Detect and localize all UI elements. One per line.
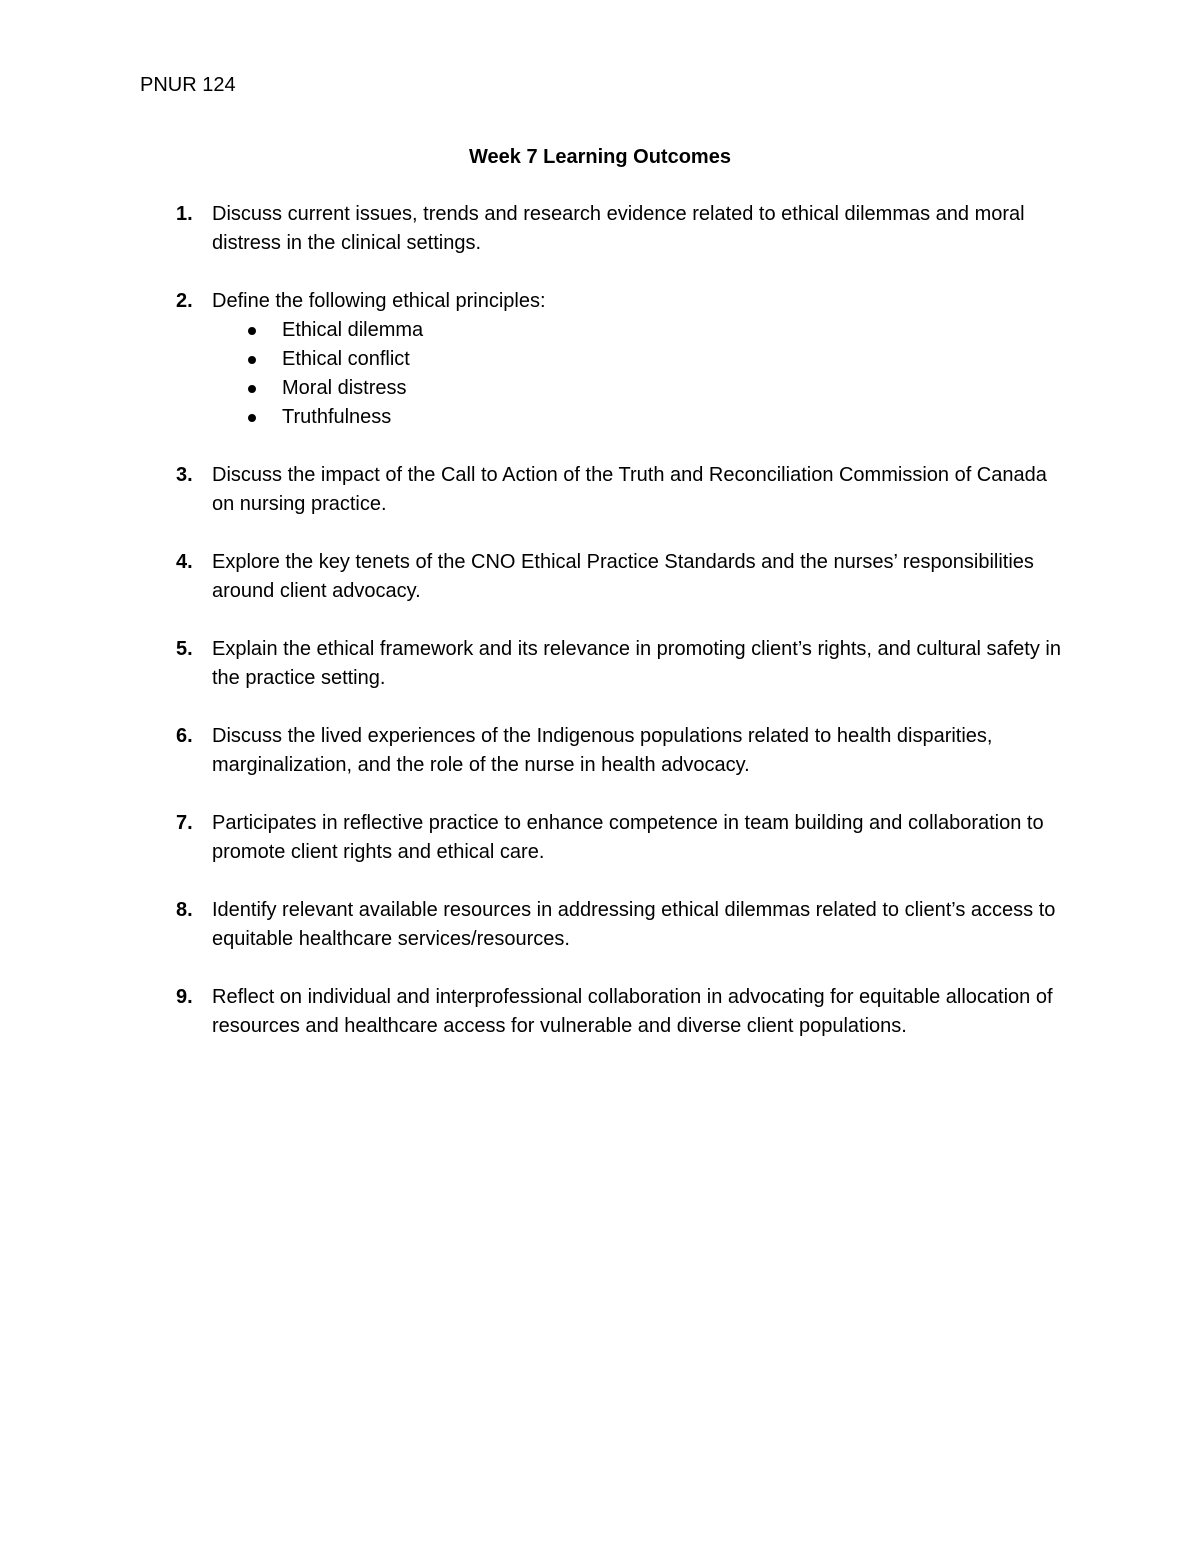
outcome-text: Explore the key tenets of the CNO Ethical Practice Standards and the nurses’ responsibilities around client advocacy. — [212, 551, 1034, 602]
outcome-item-9 — [0, 983, 1200, 1041]
outcome-text: Reflect on individual and interprofessional collaboration in advocating for equitable allocation of resources and healthcare access for vulnerable and diverse client populations. — [212, 986, 1053, 1037]
outcome-item-3 — [0, 461, 1200, 519]
outcome-number: 2. — [176, 290, 193, 312]
list-item — [0, 345, 1200, 374]
page-title: Week 7 Learning Outcomes — [469, 146, 731, 168]
outcome-number: 1. — [176, 203, 193, 225]
outcome-number: 8. — [176, 899, 193, 921]
outcome-text: Discuss the lived experiences of the Indigenous populations related to health disparities, marginalization, and the role of the nurse in health advocacy. — [212, 725, 993, 776]
outcome-item-1 — [0, 200, 1200, 258]
outcome-number: 4. — [176, 551, 193, 573]
bullet-icon — [248, 414, 256, 422]
bullet-icon — [248, 356, 256, 364]
bullet-text: Ethical dilemma — [282, 319, 424, 341]
outcome-text: Define the following ethical principles: — [212, 290, 546, 312]
list-item — [0, 316, 1200, 345]
ethical-principles-list — [0, 316, 1200, 432]
list-item — [0, 374, 1200, 403]
outcome-item-5 — [0, 635, 1200, 693]
outcome-text: Explain the ethical framework and its relevance in promoting client’s rights, and cultural safety in the practice setting. — [212, 638, 1061, 689]
course-code-header: PNUR 124 — [140, 74, 236, 96]
outcome-text: Participates in reflective practice to enhance competence in team building and collaboration to promote client rights and ethical care. — [212, 812, 1044, 863]
outcome-number: 6. — [176, 725, 193, 747]
outcome-text: Discuss current issues, trends and research evidence related to ethical dilemmas and moral distress in the clinical settings. — [212, 203, 1025, 254]
bullet-text: Truthfulness — [282, 406, 392, 428]
bullet-text: Moral distress — [282, 377, 407, 399]
outcome-item-6 — [0, 722, 1200, 780]
outcome-number: 9. — [176, 986, 193, 1008]
outcome-item-8 — [0, 896, 1200, 954]
outcome-item-2 — [0, 287, 1200, 432]
learning-outcomes-list — [0, 200, 1200, 1070]
outcome-item-7 — [0, 809, 1200, 867]
list-item — [0, 403, 1200, 432]
outcome-text: Discuss the impact of the Call to Action of the Truth and Reconciliation Commission of Canada on nursing practice. — [212, 464, 1047, 515]
outcome-item-4 — [0, 548, 1200, 606]
bullet-text: Ethical conflict — [282, 348, 410, 370]
outcome-text: Identify relevant available resources in addressing ethical dilemmas related to client’s access to equitable healthcare services/resources. — [212, 899, 1056, 950]
outcome-number: 7. — [176, 812, 193, 834]
bullet-icon — [248, 327, 256, 335]
bullet-icon — [248, 385, 256, 393]
outcome-number: 5. — [176, 638, 193, 660]
outcome-number: 3. — [176, 464, 193, 486]
